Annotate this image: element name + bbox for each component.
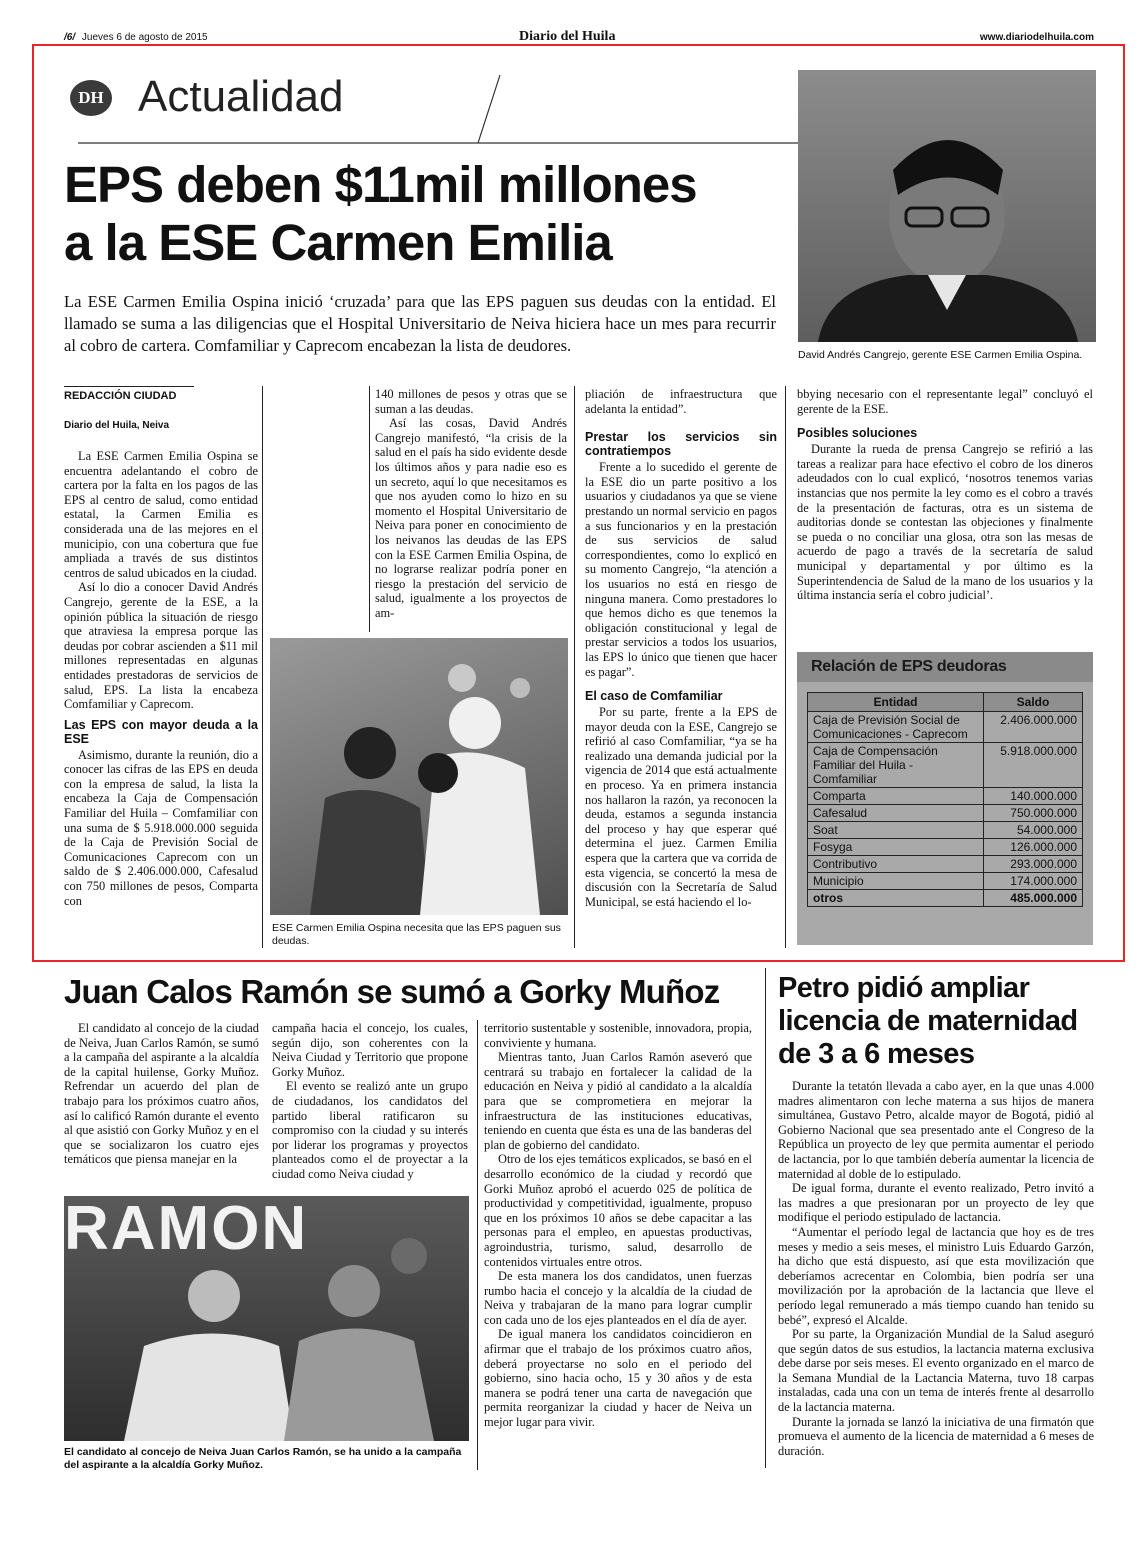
balance-cell: 140.000.000 [984,788,1083,805]
portrait-figure [798,70,1096,342]
entity-cell: Caja de Previsión Social de Comunicaciones - Caprecom [808,712,984,743]
column-divider [477,1020,478,1470]
table-row [808,839,1083,856]
table-row [808,856,1083,873]
issue-date: Jueves 6 de agosto de 2015 [81,32,208,43]
table-row [808,788,1083,805]
debt-table-title: Relación de EPS deudoras [797,652,1093,682]
table-row [808,890,1083,907]
main-column-1 [64,449,258,908]
byline-dateline: Diario del Huila, Neiva [64,420,170,431]
entity-cell: otros [808,890,984,907]
website-url[interactable]: www.diariodelhuila.com [979,32,1094,43]
entity-cell: Cafesalud [808,805,984,822]
paragraph: De igual manera los candidatos coincidieron en afirmar que el trabajo de los próximos cuatro años, deberá proyectarse no solo en el periodo del gobierno, sino hacia ocho, 15 y 30 años y de esta manera se podrá tener una carta de navegación que permita reorganizar la ciudad y hacer de Neiva un mejor lugar para vivir. [484,1327,752,1430]
entity-cell: Municipio [808,873,984,890]
table-row [808,873,1083,890]
paragraph: Frente a lo sucedido el gerente de la ESE dio un parte positivo a los usuarios y ciudadanos ya que se viene prestando un normal servicio en pagos a sus funcionarios y en la prestación de sus servicios de salud correspondientes, como lo explicó en su momento Cangrejo, “la atención a los usuarios no está en riesgo de ninguna manera. Como prestadores lo que hemos dicho es que tenemos la obligación constitucional y legal de prestar servicios a todos los usuarios, las EPS lo único que tienen que hacer es pagar”. [585,460,777,679]
paragraph: El candidato al concejo de la ciudad de Neiva, Juan Carlos Ramón, se sumó a la campaña del aspirante a la alcaldía de la capital huilense, Gorky Muñoz. Refrendar un acuerdo del plan de trabajo para los próximos cuatro años, así lo calificó Ramón durante el evento al que asistió con Gorky Muñoz y en el que se socializaron los cuatro ejes temáticos que piensa manejar en la [64,1021,259,1167]
article2-headline: Juan Calos Ramón se sumó a Gorky Muñoz [64,973,720,1010]
campaign-banner-text: RAMON [64,1196,309,1263]
subheading: El caso de Comfamiliar [585,689,723,704]
paragraph: Así las cosas, David Andrés Cangrejo manifestó, “la crisis de la salud en el país ha sido evidente desde los últimos años y para nadie eso es un secreto, aquí lo que necesitamos es que nos ayuden como lo hizo en su momento el Hospital Universitario de Neiva para poner en conocimiento de los neivanos las deudas de las EPS con la ESE Carmen Emilia Ospina, de no lograrse realizar podría poner en riesgo la prestación del servicio de salud, igualmente a los proyectos de am- [375,416,567,620]
balance-cell: 126.000.000 [984,839,1083,856]
section-logo: DH [70,80,112,116]
paragraph: Durante la rueda de prensa Cangrejo se refirió a las tareas a realizar para hace efectivo el cobro de los dineros adeudados con lo cual explicó, ‘nosotros tenemos varias instancias que nos permite la ley como es el cobro a través de la presentación de facturas, otra es un sistema de auditorias donde se contestan las objeciones y finalmente se pueda o no conciliar una glosa, otra son las mesas de acuerdo de pago a través de la secretaría de salud municipal y departamental y por último es la Superintendencia de Salud de la mano de los usuarios y la última instancia sería el cobro judicial’. [797,442,1093,603]
paragraph: Mientras tanto, Juan Carlos Ramón aseveró que centrará su trabajo en fortalecer la calidad de la educación en Neiva y pidió al candidato a la alcaldía para que se comprometiera en mejorar la infraestructura de las instituciones educativas, teniendo en cuenta que ésta es una de las banderas del plan de gobierno del candidato. [484,1050,752,1152]
paragraph: El evento se realizó ante un grupo de ciudadanos, los candidatos del partido liberal ratificaron su compromiso con la ciudad y su interés por liderar los programas y proyectos planteados como el de proyectar a la ciudad como Neiva ciudad y [272,1079,468,1181]
paragraph: bbying necesario con el representante legal” concluyó el gerente de la ESE. [797,387,1093,416]
headline-line-1: EPS deben $11mil millones [64,156,697,213]
article-divider [765,968,766,1468]
entity-cell: Caja de Compensación Familiar del Huila - Comfamiliar [808,743,984,788]
section-title: Actualidad [138,72,344,121]
article2-column-3 [484,1021,752,1430]
paragraph: 140 millones de pesos y otras que se suman a las deudas. [375,387,567,416]
table-row [808,822,1083,839]
paragraph: Asimismo, durante la reunión, dio a conocer las cifras de las EPS en deuda con la empresa de salud, la lista la encabeza la Caja de Compensación Familiar del Huila – Comfamiliar con una suma de $ 5.918.000.000 seguida de la Caja de Previsión Social de Comunicaciones Caprecom con un saldo de $ 2.406.000.000, Cafesalud con 750 millones de pesos, Comparta con [64,747,258,908]
balance-cell: 485.000.000 [984,890,1083,907]
column-divider [262,386,263,948]
debt-table [807,692,1083,907]
paragraph: Por su parte, la Organización Mundial de la Salud aseguró que según datos de sus estudios, la lactancia materna exclusiva debe darse por seis meses. El evento organizado en el marco de la Semana Mundial de la Lactancia Materna, tuvo 18 carpas instaladas, cada una con un tema de interés frente al desarrollo de la lactancia materna. [778,1327,1094,1415]
main-column-3 [585,387,777,909]
main-column-2 [375,387,567,621]
subheading: Prestar los servicios sin contratiempos [585,430,777,459]
byline-rule [64,386,194,387]
balance-cell: 750.000.000 [984,805,1083,822]
portrait-caption: David Andrés Cangrejo, gerente ESE Carmen Emilia Ospina. [798,349,1083,361]
article2-column-1 [64,1021,259,1167]
paragraph: Así lo dio a conocer David Andrés Cangrejo, gerente de la ESE, a la opinión pública la situación de riesgo que atraviesa la empresa porque las deudas por cobrar ascienden a $11 mil millones representadas en algunas entidades prestadoras de servicios de salud, EPS. La lista la encabeza Comfamiliar y Caprecom. [64,580,258,712]
health-campaign-photo [270,638,568,915]
campaign-photo [64,1196,469,1441]
article2-column-2 [272,1021,468,1182]
balance-cell: 5.918.000.000 [984,743,1083,788]
article3-headline [778,972,1098,1071]
paragraph: Otro de los ejes temáticos explicados, se basó en el desarrollo económico de la ciudad y recordó que Gorki Muñoz aprobó el acuerdo 025 de política de productividad y competitividad, igualmente, propuso que en los próximos 10 años se debe capacitar a las personas para el empleo, en apuestas productivas, agroindustria, turismo, salud, desarrollo de contenidos virtuales entre otros. [484,1152,752,1269]
headline-line-3: de 3 a 6 meses [778,1038,975,1070]
table-row [808,805,1083,822]
column-divider [785,386,786,948]
balance-cell: 2.406.000.000 [984,712,1083,743]
paragraph: De esta manera los dos candidatos, unen fuerzas rumbo hacia el concejo y la alcaldía de la ciudad de Neiva y trabajaran de la mano para lograr cumplir con cada uno de los ejes planteados en el día de ayer. [484,1269,752,1327]
paragraph: Durante la tetatón llevada a cabo ayer, en la que unas 4.000 madres alimentaron con leche materna a sus hijos de manera simultánea, Gustavo Petro, alcalde mayor de Bogotá, pidió al Gobierno Nacional que sea presentado ante el Congreso de la República un proyecto de ley que permita aumentar el periodo de lactancia, por lo que también debería aumentar la licencia de maternidad al doble de lo estipulado. [778,1079,1094,1181]
page-number: /6/ [64,32,76,43]
portrait-photo [798,70,1096,342]
entity-cell: Fosyga [808,839,984,856]
entity-cell: Soat [808,822,984,839]
balance-cell: 54.000.000 [984,822,1083,839]
byline: REDACCIÓN CIUDAD [64,390,177,402]
entity-cell: Contributivo [808,856,984,873]
column-header-balance: Saldo [984,693,1083,712]
photo-scene [64,1196,469,1441]
column-header-entity: Entidad [808,693,984,712]
photo-scene [270,638,568,915]
headline-line-2: a la ESE Carmen Emilia [64,214,612,271]
article-lead: La ESE Carmen Emilia Ospina inició ‘cruzada’ para que las EPS paguen sus deudas con la entidad. El llamado se suma a las diligencias que el Hospital Universitario de Neiva hiciera hace un mes para recurrir al cobro de cartera. Comfamiliar y Caprecom encabezan la lista de deudores. [64,292,776,355]
paragraph: Por su parte, frente a la EPS de mayor deuda con la ESE, Cangrejo se refirió al caso Comfamiliar, “ya se ha realizado una demanda judicial por la vigencia de 2014 que está actualmente en proceso. Ya en primera instancia nos hallaron la razón, ya reconocen la deuda, estamos a segunda instancia del proceso y hay que esperar qué determina el juez. Carmen Emilia espera que la cartera que va corrida de esta vigencia, se concertó la mesa de discusión con la Secretaría de Salud Municipal, se está haciendo el lo- [585,705,777,909]
column-divider [574,386,575,948]
paragraph: pliación de infraestructura que adelanta la entidad”. [585,387,777,416]
main-column-4 [797,387,1093,603]
subheading: Posibles soluciones [797,426,918,441]
paragraph: Durante la jornada se lanzó la iniciativa de una firmatón que promueva el aumento de la licencia de maternidad a 6 meses de duración. [778,1414,1094,1458]
entity-cell: Comparta [808,788,984,805]
balance-cell: 293.000.000 [984,856,1083,873]
debt-table-box [797,652,1093,945]
campaign-photo-caption: El candidato al concejo de Neiva Juan Carlos Ramón, se ha unido a la campaña del aspirante a la alcaldía Gorky Muñoz. [64,1446,462,1471]
article3-body [778,1079,1094,1458]
balance-cell: 174.000.000 [984,873,1083,890]
paragraph: territorio sustentable y sostenible, innovadora, propia, conviviente y humana. [484,1021,752,1050]
section-rule [70,70,800,150]
main-headline [64,156,784,272]
headline-line-1: Petro pidió ampliar [778,972,1030,1004]
photo-caption: ESE Carmen Emilia Ospina necesita que las EPS paguen sus deudas. [272,922,561,947]
column-divider [369,386,370,632]
subheading: Las EPS con mayor deuda a la ESE [64,717,258,746]
newspaper-name: Diario del Huila [519,29,616,44]
table-row [808,743,1083,788]
paragraph: “Aumentar el período legal de lactancia que hoy es de tres meses y medio a seis meses, el ministro Luis Eduardo Garzón, ha dicho que está dispuesto, así que esta movilización que deberíamos acrecentar en Colombia, bien podría ser una movilización por la aprobación de la lactancia que lleve el período legal remunerado a más tiempo cuando han tenido su bebé”, expresó el Alcalde. [778,1224,1094,1327]
table-row [808,712,1083,743]
paragraph: campaña hacia el concejo, los cuales, según dijo, son coherentes con la Neiva Ciudad y Territorio que propone Gorky Muñoz. [272,1021,468,1079]
paragraph: De igual forma, durante el evento realizado, Petro invitó a las madres a que presionaran por un proyecto de ley que modifique el periodo estipulado de lactancia. [778,1181,1094,1225]
paragraph: La ESE Carmen Emilia Ospina se encuentra adelantando el cobro de cartera por la falta en los pagos de las EPS al centro de salud, como entidad estatal, la Carmen Emilia es considerada una de las mejores en el municipio, con una cobertura que fue ampliada a través de sus distintos centros de salud ubicados en la ciudad. [64,449,258,580]
headline-line-2: licencia de maternidad [778,1005,1078,1037]
